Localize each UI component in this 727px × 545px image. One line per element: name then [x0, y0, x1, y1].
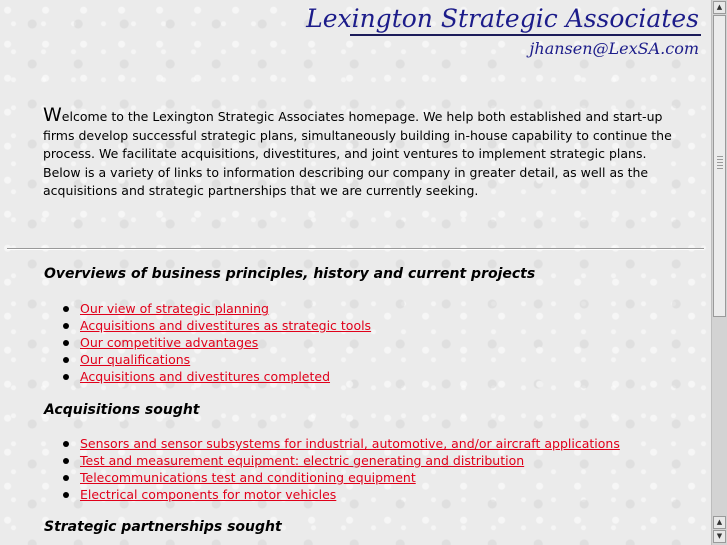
link-electrical-components[interactable]: Electrical components for motor vehicles [80, 487, 337, 502]
intro-drop-cap: W [43, 104, 62, 126]
link-qualifications[interactable]: Our qualifications [80, 352, 191, 367]
list-item [60, 317, 371, 334]
thumb-grip [717, 162, 723, 163]
intro-text: elcome to the Lexington Strategic Associates homepage. We help both established and start-up firms develop successful strategic plans, simultaneously building in-house capability to continue the process. We facilitate acquisitions, divestitures, and joint ventures to implement strategic plans. Below is a variety of links to information describing our company in greater detail, as well as the acquisitions and strategic partnerships that we are currently seeking. [43, 109, 672, 198]
acquisitions-heading: Acquisitions sought [44, 402, 200, 418]
list-item [60, 334, 371, 351]
contact-email-link[interactable]: jhansen@LexSA.com [529, 39, 699, 58]
company-name: Lexington Strategic Associates [306, 4, 699, 33]
link-strategic-planning[interactable]: Our view of strategic planning [80, 301, 269, 316]
link-acquisitions-completed[interactable]: Acquisitions and divestitures completed [80, 369, 331, 384]
thumb-grip [717, 165, 723, 166]
list-item [60, 469, 620, 486]
scroll-up-button-lower[interactable]: ▲ [713, 516, 726, 529]
link-test-measurement[interactable]: Test and measurement equipment: electric generating and distribution [80, 453, 525, 468]
link-sensors[interactable]: Sensors and sensor subsystems for industrial, automotive, and/or aircraft applications [80, 436, 620, 451]
link-telecommunications[interactable]: Telecommunications test and conditioning equipment [80, 470, 416, 485]
partnerships-heading: Strategic partnerships sought [44, 519, 282, 535]
site-header [306, 4, 701, 60]
acquisitions-link-list [60, 435, 620, 503]
scroll-up-button[interactable]: ▲ [713, 1, 726, 14]
list-item [60, 300, 371, 317]
scrollbar-thumb[interactable] [713, 15, 726, 317]
link-acquisitions-as-tools[interactable]: Acquisitions and divestitures as strategic tools [80, 318, 372, 333]
scroll-down-button[interactable]: ▼ [713, 530, 726, 543]
vertical-scrollbar[interactable] [711, 0, 727, 545]
thumb-grip [717, 159, 723, 160]
overviews-heading: Overviews of business principles, history and current projects [44, 266, 536, 282]
overviews-link-list [60, 300, 371, 385]
thumb-grip [717, 168, 723, 169]
link-competitive-advantages[interactable]: Our competitive advantages [80, 335, 259, 350]
list-item [60, 435, 620, 452]
list-item [60, 452, 620, 469]
list-item [60, 351, 371, 368]
divider [7, 248, 704, 250]
intro-paragraph [43, 104, 673, 201]
list-item [60, 368, 371, 385]
thumb-grip [717, 156, 723, 157]
header-rule [350, 34, 701, 36]
list-item [60, 486, 620, 503]
